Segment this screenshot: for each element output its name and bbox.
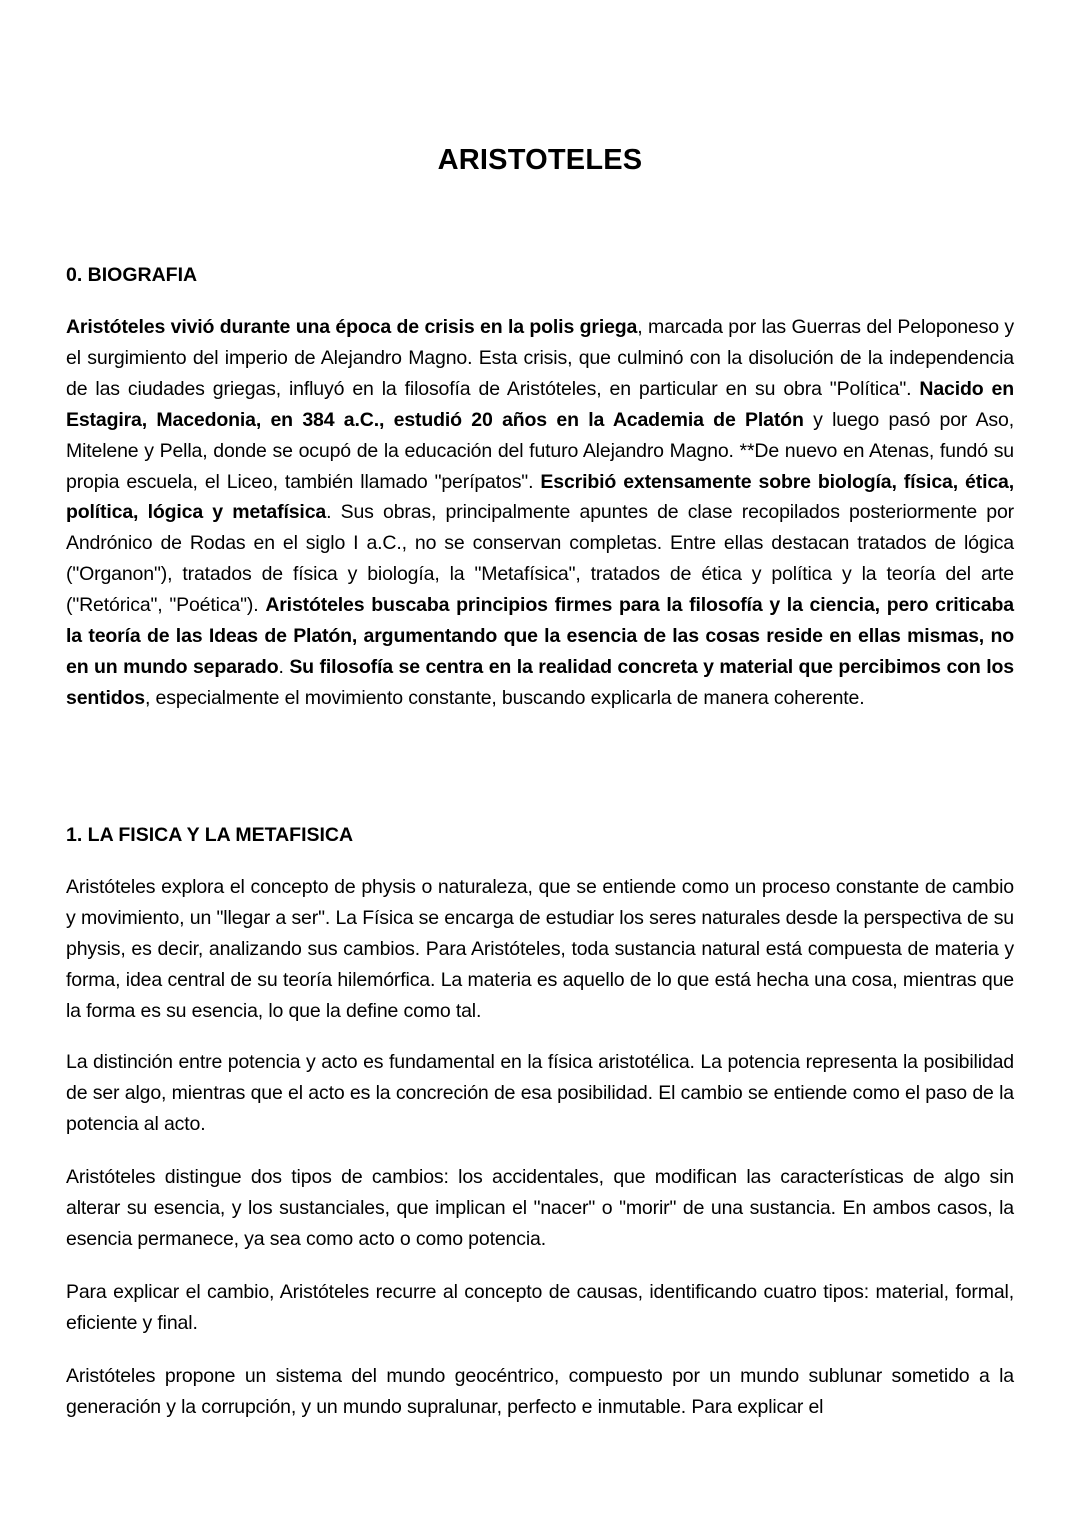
paragraph-tipos-cambios [66,1162,1014,1255]
paragraph-biografia [66,312,1014,714]
text-run: y luego pasó por Aso, Mitelene y Pella, donde se ocupó de la educación del futuro Alejandro Magno. **De nuevo en Atenas, fundó su propia escuela, el Liceo, también llamado "perípatos". [66,408,1014,493]
section-heading-fisica-metafisica: 1. LA FISICA Y LA METAFISICA [66,824,354,846]
text-run: Aristóteles distingue dos tipos de cambios: los accidentales, que modifican las características de algo sin alterar su esencia, y los sustanciales, que implican el "nacer" o "morir" de una sustancia. En ambos casos, la esencia permanece, ya sea como acto o como potencia. [66,1166,1014,1250]
section-heading-biografia: 0. BIOGRAFIA [66,264,198,286]
paragraph-geocentrico [66,1361,1014,1423]
text-run: Aristóteles explora el concepto de physis o naturaleza, que se entiende como un proceso constante de cambio y movimiento, un "llegar a ser". La Física se encarga de estudiar los seres naturales desde la perspectiva de su physis, es decir, analizando sus cambios. Para Aristóteles, toda sustancia natural está compuesta de materia y forma, idea central de su teoría hilemórfica. La materia es aquello de lo que está hecha una cosa, mientras que la forma es su esencia, lo que la define como tal. [66,876,1014,1022]
text-run: Aristóteles buscaba principios firmes para la filosofía y la ciencia, pero criticaba la teoría de las Ideas de Platón, argumentando que la esencia de las cosas reside en ellas mismas, no en un mundo separado [66,594,1015,678]
text-run: La distinción entre potencia y acto es fundamental en la física aristotélica. La potencia representa la posibilidad de ser algo, mientras que el acto es la concreción de esa posibilidad. El cambio se entiende como el paso de la potencia al acto. [66,1051,1014,1135]
text-run: Aristóteles propone un sistema del mundo geocéntrico, compuesto por un mundo sublunar sometido a la generación y la corrupción, y un mundo supralunar, perfecto e inmutable. Para explicar el [66,1365,1014,1418]
paragraph-physis [66,872,1014,1027]
text-run: . [278,655,290,678]
text-run: . Sus obras, principalmente apuntes de clase recopilados posteriormente por Andrónico de Rodas en el siglo I a.C., no se conservan completas. Entre ellas destacan tratados de lógica ("Organon"), tratados de física y biología, la "Metafísica", tratados de ética y política y la teoría del arte ("Retórica", "Poética"). [66,501,1014,617]
text-run: , especialmente el movimiento constante, buscando explicarla de manera coherente. [144,686,865,709]
text-run: Para explicar el cambio, Aristóteles recurre al concepto de causas, identificando cuatro tipos: material, formal, eficiente y final. [66,1281,1014,1334]
paragraph-causas [66,1277,1014,1339]
document-title: ARISTOTELES [437,144,643,176]
text-run: Nacido en Estagira, Macedonia, en 384 a.C., estudió 20 años en la Academia de Platón [66,377,1014,431]
text-run: Su filosofía se centra en la realidad concreta y material que percibimos con los sentidos [66,655,1014,709]
text-run: , marcada por las Guerras del Peloponeso y el surgimiento del imperio de Alejandro Magno. Esta crisis, que culminó con la disolución de la independencia de las ciudades griegas, influyó en la filosofía de Aristóteles, en particular en su obra "Política". [66,316,1014,400]
text-run: Escribió extensamente sobre biología, física, ética, política, lógica y metafísica [66,470,1014,524]
text-run: Aristóteles vivió durante una época de crisis en la polis griega [66,316,638,338]
paragraph-potencia-acto [66,1047,1014,1140]
